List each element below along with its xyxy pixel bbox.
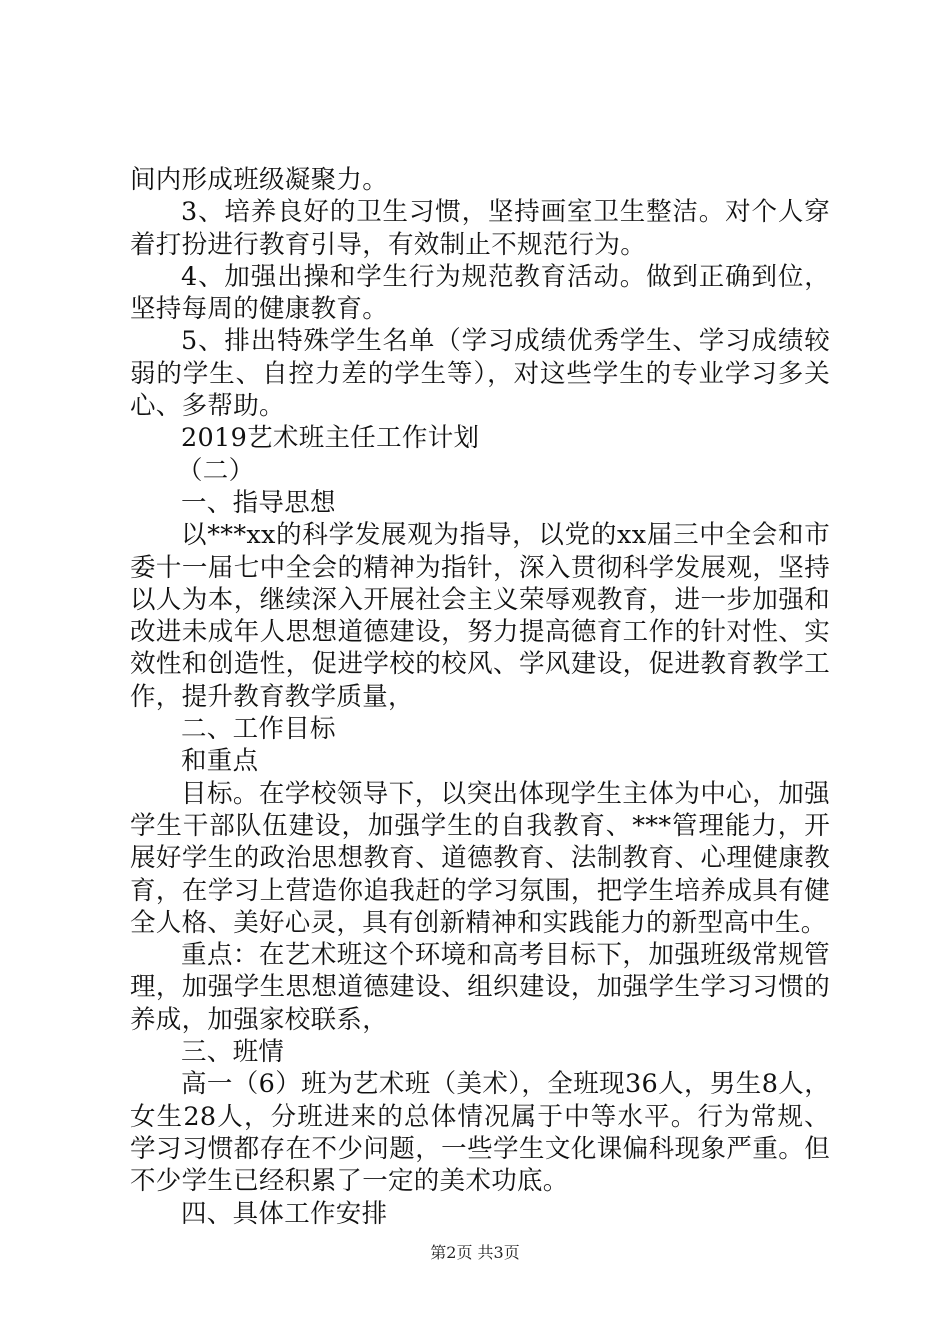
paragraph-item-4: 4、加强出操和学生行为规范教育活动。做到正确到位，坚持每周的健康教育。 [130,261,830,325]
section-heading-work-goals: 二、工作目标 [181,714,336,745]
plan-part-number: （二） [177,455,255,486]
plan-title: 2019艺术班主任工作计划 [181,423,480,454]
paragraph-continuation: 间内形成班级凝聚力。 [130,165,389,195]
paragraph-class-situation: 高一（6）班为艺术班（美术），全班现36人，男生8人，女生28人，分班进来的总体情况属于中等水平。行为常规、学习习惯都存在不少问题，一些学生文化课偏科现象严重。但不少学生已经积累了一定的美术功底。 [130,1069,830,1197]
section-heading-class-situation: 三、班情 [181,1037,285,1068]
document-body [130,164,830,1230]
paragraph-guiding-ideology: 以***xx的科学发展观为指导，以党的xx届三中全会和市委十一届七中全会的精神为指针，深入贯彻科学发展观，坚持以人为本，继续深入开展社会主义荣辱观教育，进一步加强和改进未成年人思想道德建设，努力提高德育工作的针对性、实效性和创造性，促进学校的校风、学风建设，促进教育教学工作，提升教育教学质量， [130,520,830,712]
paragraph-key-points: 重点：在艺术班这个环境和高考目标下，加强班级常规管理，加强学生思想道德建设、组织建设，加强学生学习习惯的养成，加强家校联系， [130,940,830,1035]
section-heading-guiding-ideology: 一、指导思想 [181,487,336,518]
section-heading-work-arrangement: 四、具体工作安排 [181,1198,388,1229]
section-heading-work-goals-cont: 和重点 [181,746,259,777]
paragraph-item-5: 5、排出特殊学生名单（学习成绩优秀学生、学习成绩较弱的学生、自控力差的学生等），对这些学生的专业学习多关心、多帮助。 [130,326,830,422]
page-footer: 第2页 共3页 [430,1243,520,1262]
paragraph-item-3: 3、培养良好的卫生习惯，坚持画室卫生整洁。对个人穿着打扮进行教育引导，有效制止不规范行为。 [130,197,830,260]
paragraph-goals: 目标。在学校领导下，以突出体现学生主体为中心，加强学生干部队伍建设，加强学生的自我教育、***管理能力，开展好学生的政治思想教育、道德教育、法制教育、心理健康教育，在学习上营造你追我赶的学习氛围，把学生培养成具有健全人格、美好心灵，具有创新精神和实践能力的新型高中生。 [130,778,830,938]
